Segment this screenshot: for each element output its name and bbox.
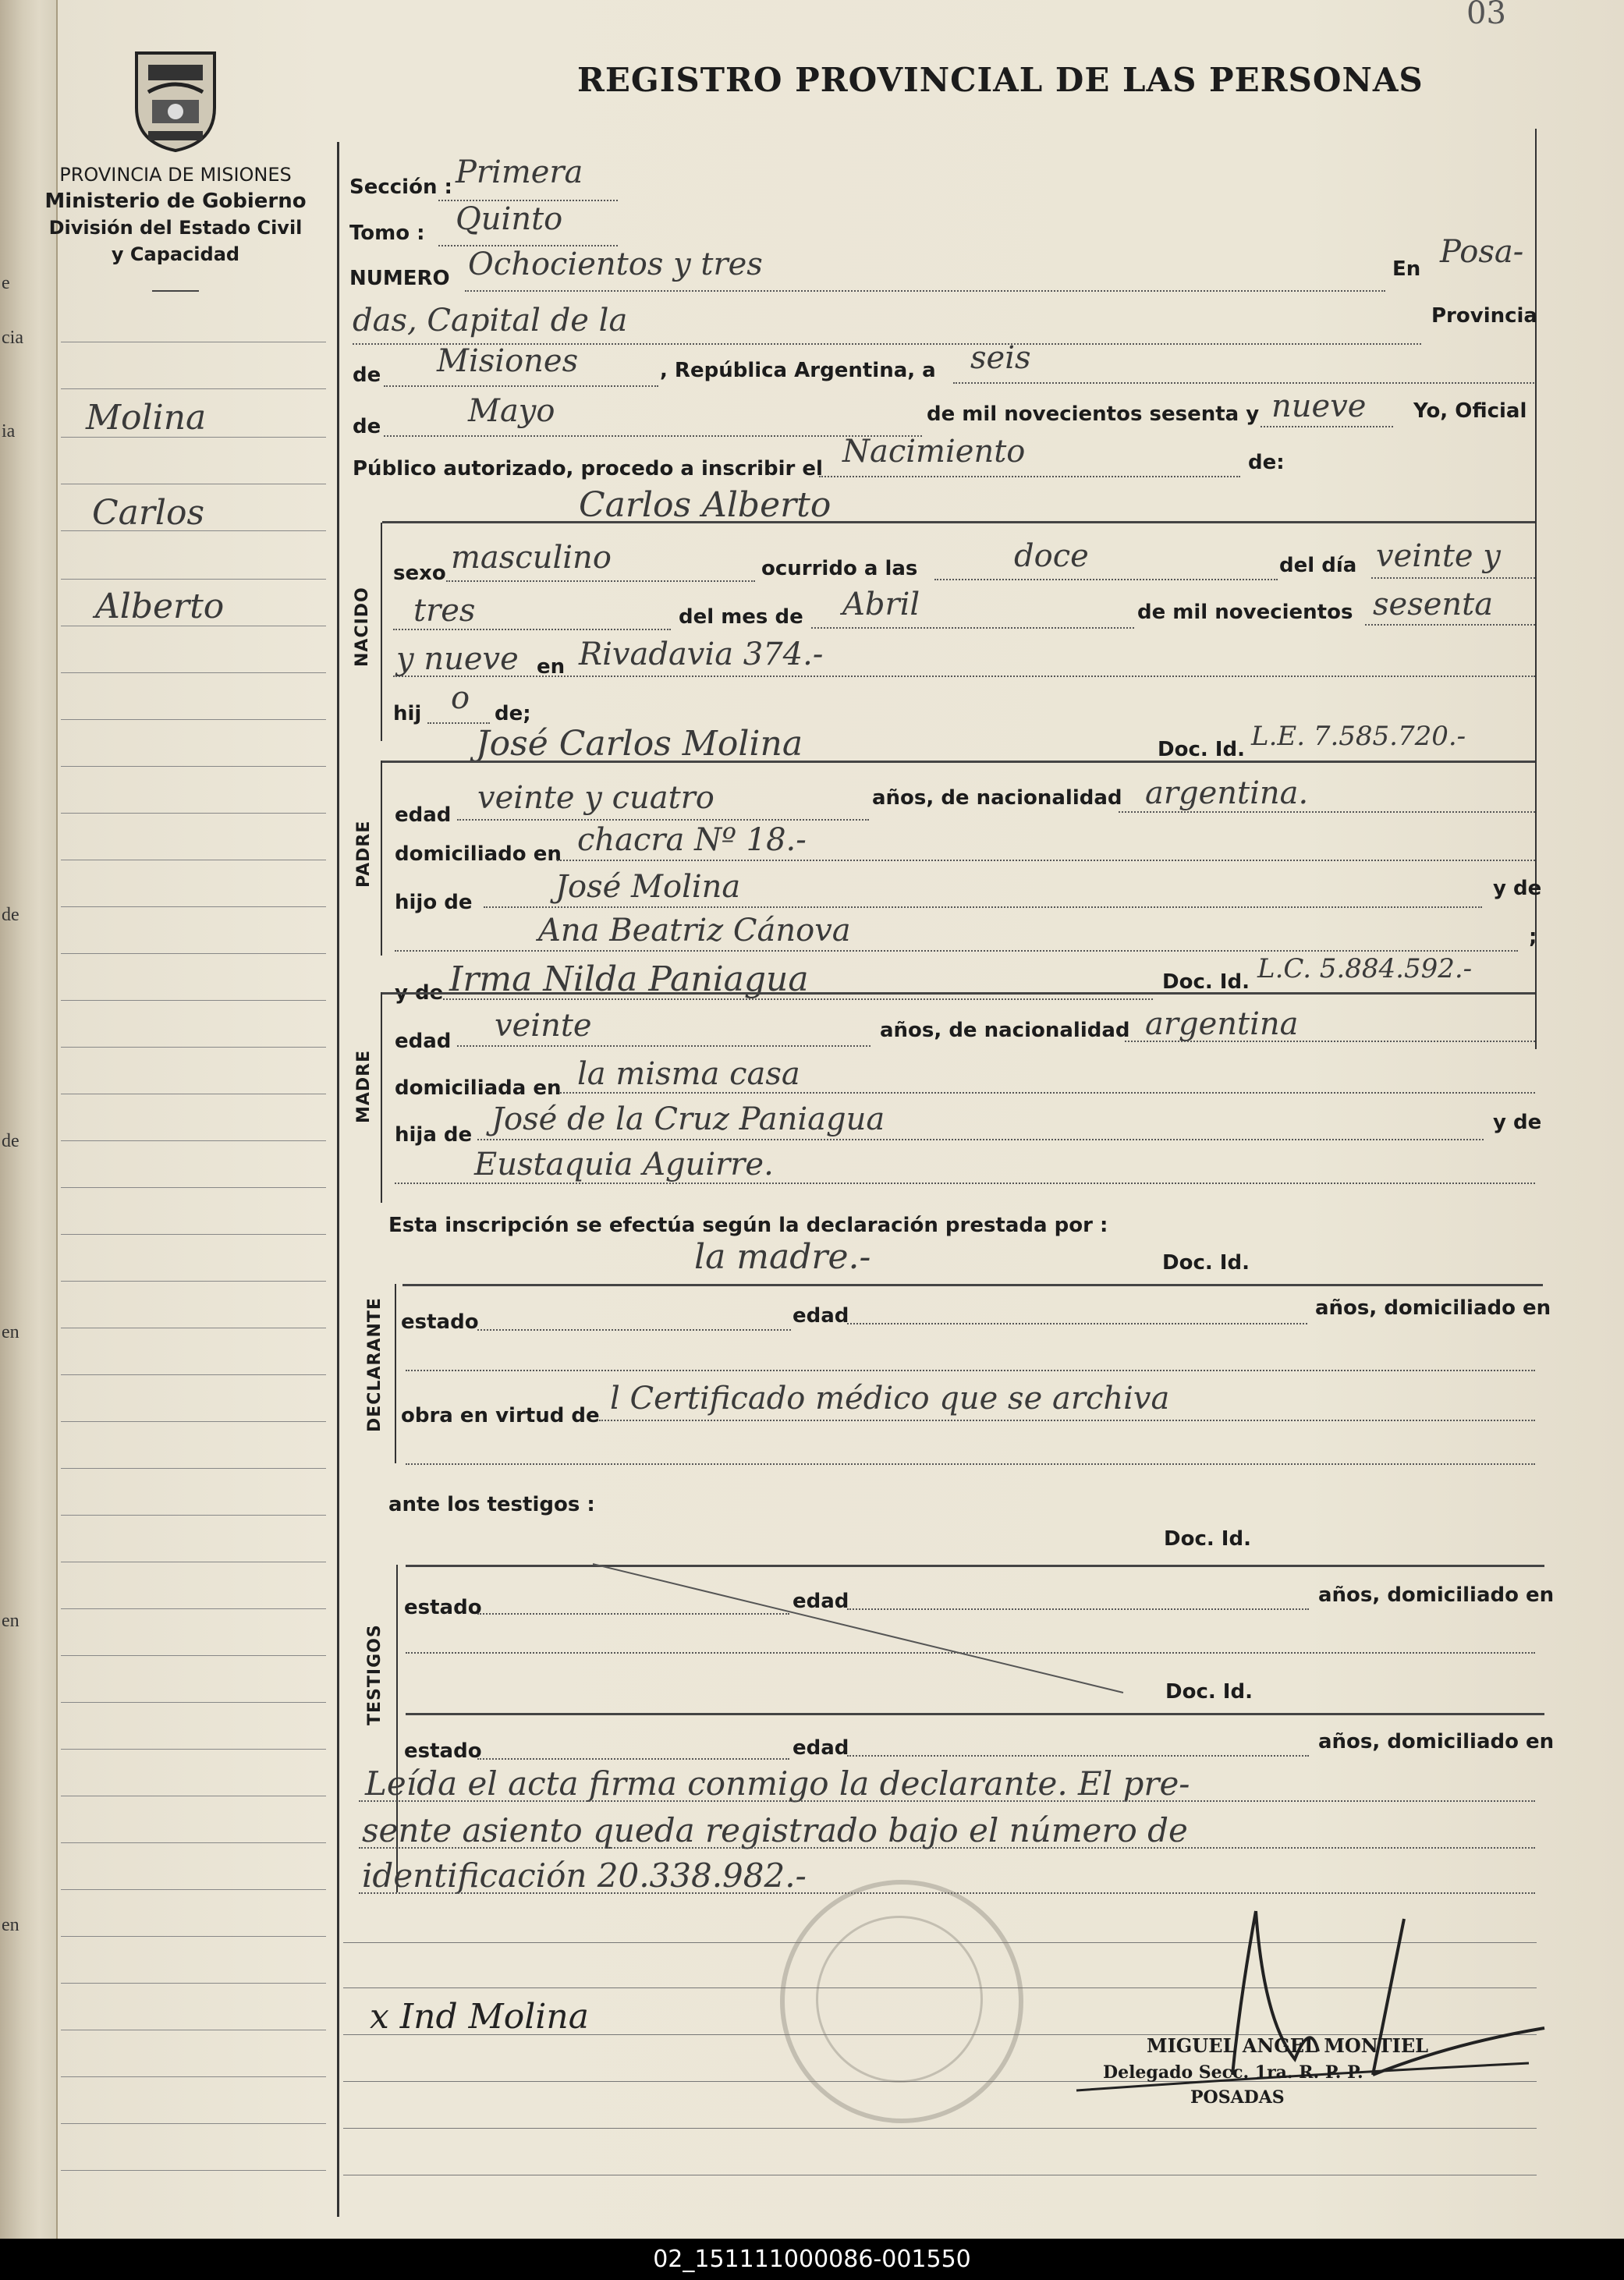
label-seccion: Sección : — [349, 176, 452, 199]
dots — [819, 476, 1240, 477]
rule — [382, 992, 1535, 995]
dots — [934, 579, 1278, 580]
value-obra: l Certificado médico que se archiva — [610, 1381, 1170, 1417]
dots — [477, 1139, 1484, 1140]
official-name: MIGUEL ANGEL MONTIEL — [1147, 2034, 1428, 2057]
value-declarante: la madre.- — [694, 1237, 871, 1277]
dots — [395, 950, 1518, 952]
dots — [1261, 426, 1393, 427]
label-anos-dom-test-2: años, domiciliado en — [1318, 1730, 1555, 1753]
label-esta-inscripcion: Esta inscripción se efectúa según la declaración prestada por : — [388, 1214, 1108, 1237]
label-edad-decl: edad — [792, 1304, 849, 1328]
value-tomo: Quinto — [456, 201, 563, 237]
value-sexo: masculino — [451, 540, 612, 576]
margin-second-name: Alberto — [95, 587, 225, 626]
value-capital: das, Capital de la — [353, 303, 628, 339]
label-sexo: sexo — [393, 562, 446, 585]
dots — [560, 1092, 1535, 1094]
value-mes-nac: Abril — [842, 587, 920, 622]
label-edad-madre: edad — [395, 1030, 452, 1053]
label-doc-testigo-1: Doc. Id. — [1164, 1527, 1251, 1551]
rule — [402, 1284, 1543, 1286]
label-republica: , República Argentina, a — [660, 359, 936, 382]
dots — [384, 385, 658, 387]
main-border — [337, 142, 339, 2217]
label-ocurrido: ocurrido a las — [761, 557, 918, 580]
label-anos-dom-decl: años, domiciliado en — [1315, 1296, 1551, 1320]
coat-of-arms-icon — [125, 45, 226, 154]
dots — [406, 1370, 1535, 1371]
label-edad-test-2: edad — [792, 1736, 849, 1760]
section-padre: PADRE — [354, 820, 374, 888]
label-nac-padre: años, de nacionalidad — [872, 786, 1122, 810]
dots — [811, 627, 1134, 629]
official-seal-stamp — [780, 1880, 1023, 2123]
binding-fragment: en — [2, 1322, 20, 1342]
value-padre-nombre: José Carlos Molina — [476, 724, 803, 764]
label-doc-declarante: Doc. Id. — [1162, 1251, 1250, 1275]
label-de-colon: de: — [1248, 451, 1285, 474]
dots — [406, 1463, 1535, 1465]
dots — [477, 1329, 791, 1331]
value-hij: o — [451, 680, 470, 716]
value-lugar: Rivadavia 374.- — [579, 636, 824, 672]
thin-line — [343, 2128, 1537, 2129]
section-border — [395, 1284, 396, 1463]
dots — [465, 290, 1385, 292]
binding-fragment: cia — [2, 328, 23, 348]
label-hija-de: hija de — [395, 1123, 473, 1147]
section-testigos: TESTIGOS — [365, 1624, 385, 1725]
label-y-de-madre: y de — [395, 981, 444, 1005]
label-estado-test-2: estado — [404, 1739, 482, 1763]
org-line-1: PROVINCIA DE MISIONES — [59, 164, 292, 186]
binding-fragment: de — [2, 905, 20, 925]
image-id-footer: 02_151111000086-001550 — [0, 2239, 1624, 2280]
label-publico: Público autorizado, procedo a inscribir el — [353, 457, 823, 480]
value-nombre: Carlos Alberto — [579, 485, 832, 525]
margin-first-name: Carlos — [92, 493, 205, 533]
label-mil-novecientos: de mil novecientos — [1137, 601, 1353, 624]
dots — [953, 382, 1534, 384]
label-provincia: Provincia — [1431, 304, 1537, 328]
right-border — [1535, 129, 1537, 1049]
label-edad-test-1: edad — [792, 1590, 849, 1613]
binding-fragment: de — [2, 1131, 20, 1151]
dots — [384, 435, 922, 437]
label-y-de: y de — [1493, 877, 1542, 900]
label-semicolon: ; — [1529, 925, 1537, 949]
label-doc-padre: Doc. Id. — [1158, 738, 1245, 761]
value-madre-dom: la misma casa — [577, 1056, 800, 1092]
dots — [847, 1323, 1307, 1324]
section-border — [381, 992, 382, 1203]
label-edad-padre: edad — [395, 803, 452, 827]
dots — [484, 906, 1482, 908]
org-divider — [152, 290, 199, 292]
value-dia: seis — [970, 340, 1031, 376]
dots — [443, 998, 1153, 1000]
value-anio-nac-2: y nueve — [396, 641, 519, 677]
value-abuela-pat: Ana Beatriz Cánova — [538, 913, 851, 949]
name-rule — [382, 521, 1535, 523]
label-ante-testigos: ante los testigos : — [388, 1493, 595, 1516]
value-dia-nac-1: veinte y — [1376, 538, 1501, 574]
label-doc-madre: Doc. Id. — [1162, 970, 1250, 994]
dots — [1365, 624, 1535, 626]
official-role: Delegado Secc. 1ra. R. P. P. — [1103, 2062, 1363, 2083]
dots — [1371, 577, 1535, 579]
dots — [395, 1183, 1535, 1184]
org-line-3: División del Estado Civil — [48, 217, 303, 239]
rule — [406, 1713, 1544, 1715]
label-yo-oficial: Yo, Oficial — [1413, 399, 1527, 423]
dots — [1119, 811, 1535, 813]
section-nacido: NACIDO — [353, 587, 372, 667]
label-dom-padre: domiciliado en — [395, 842, 562, 866]
margin-surname: Molina — [86, 398, 207, 438]
label-de: de — [353, 363, 381, 387]
dots — [359, 1800, 1535, 1802]
label-tomo: Tomo : — [349, 222, 425, 245]
binding-fragment: en — [2, 1915, 20, 1935]
dots — [599, 1420, 1535, 1421]
dots — [393, 675, 1535, 677]
binding-fragment: ia — [2, 421, 16, 441]
org-line-4: y Capacidad — [111, 243, 240, 265]
value-dia-nac-2: tres — [413, 593, 476, 629]
official-place: POSADAS — [1190, 2087, 1285, 2108]
label-en: En — [1392, 257, 1421, 281]
label-doc-testigo-2: Doc. Id. — [1165, 1680, 1253, 1704]
dots — [446, 580, 755, 582]
label-de-2: de — [353, 415, 381, 438]
value-acto: Nacimiento — [842, 434, 1026, 470]
binding-edge — [0, 0, 58, 2239]
value-padre-doc: L.E. 7.585.720.- — [1251, 721, 1466, 752]
value-hora: doce — [1014, 538, 1089, 574]
value-padre-nac: argentina. — [1145, 775, 1309, 811]
value-numero: Ochocientos y tres — [468, 246, 763, 282]
dots — [477, 1758, 789, 1760]
value-madre-edad: veinte — [495, 1008, 592, 1044]
label-y-de-mat: y de — [1493, 1111, 1542, 1134]
observation-line-3: identificación 20.338.982.- — [362, 1856, 807, 1895]
org-line-2: Ministerio de Gobierno — [44, 190, 307, 213]
declarant-signature: x Ind Molina — [370, 1997, 589, 2037]
section-madre: MADRE — [354, 1049, 374, 1123]
binding-fragment: e — [2, 273, 10, 293]
label-obra: obra en virtud de — [401, 1404, 600, 1427]
dots — [457, 1045, 871, 1047]
observation-line-1: Leída el acta firma conmigo la declarante. El pre- — [365, 1764, 1190, 1803]
strike-line — [593, 1560, 1139, 1700]
value-padre-dom: chacra Nº 18.- — [577, 822, 807, 858]
value-anio-nac-1: sesenta — [1373, 587, 1494, 622]
value-madre-nombre: Irma Nilda Paniagua — [449, 959, 809, 999]
value-abuelo-mat: José de la Cruz Paniagua — [491, 1101, 885, 1137]
section-border — [381, 523, 382, 741]
label-en-lugar: en — [537, 655, 566, 679]
label-mil-sesenta: de mil novecientos sesenta y — [927, 402, 1260, 426]
rule — [382, 761, 1535, 763]
observation-line-2: sente asiento queda registrado bajo el número de — [362, 1811, 1188, 1849]
value-madre-nac: argentina — [1145, 1006, 1299, 1042]
value-en: Posa- — [1440, 234, 1524, 270]
dots — [847, 1755, 1309, 1757]
section-border — [381, 761, 382, 956]
dots — [393, 629, 671, 630]
value-padre-edad: veinte y cuatro — [477, 780, 714, 816]
label-hijo-de: hijo de — [395, 891, 473, 914]
dots — [359, 1847, 1535, 1849]
dots — [557, 860, 1535, 861]
page-number: 03 — [1466, 0, 1506, 31]
label-estado-decl: estado — [401, 1310, 479, 1334]
label-hij: hij — [393, 702, 422, 725]
dots — [1125, 1041, 1535, 1042]
section-declarante: DECLARANTE — [365, 1297, 385, 1432]
value-abuelo-pat: José Molina — [555, 869, 741, 905]
dots — [457, 819, 869, 821]
label-anos-dom-test-1: años, domiciliado en — [1318, 1583, 1555, 1607]
value-seccion: Primera — [456, 154, 583, 190]
page-title: REGISTRO PROVINCIAL DE LAS PERSONAS — [577, 61, 1424, 99]
label-del-dia: del día — [1279, 554, 1357, 577]
binding-fragment: en — [2, 1611, 20, 1631]
value-madre-doc: L.C. 5.884.592.- — [1257, 953, 1473, 984]
label-dom-madre: domiciliada en — [395, 1076, 562, 1100]
value-abuela-mat: Eustaquia Aguirre. — [474, 1147, 774, 1183]
label-de-semi: de; — [495, 702, 531, 725]
value-provincia: Misiones — [437, 343, 579, 379]
value-mes: Mayo — [468, 393, 555, 429]
label-del-mes: del mes de — [679, 605, 803, 629]
label-nac-madre: años, de nacionalidad — [880, 1019, 1130, 1042]
value-anio: nueve — [1271, 388, 1367, 424]
label-estado-test-1: estado — [404, 1596, 482, 1619]
label-numero: NUMERO — [349, 267, 450, 290]
